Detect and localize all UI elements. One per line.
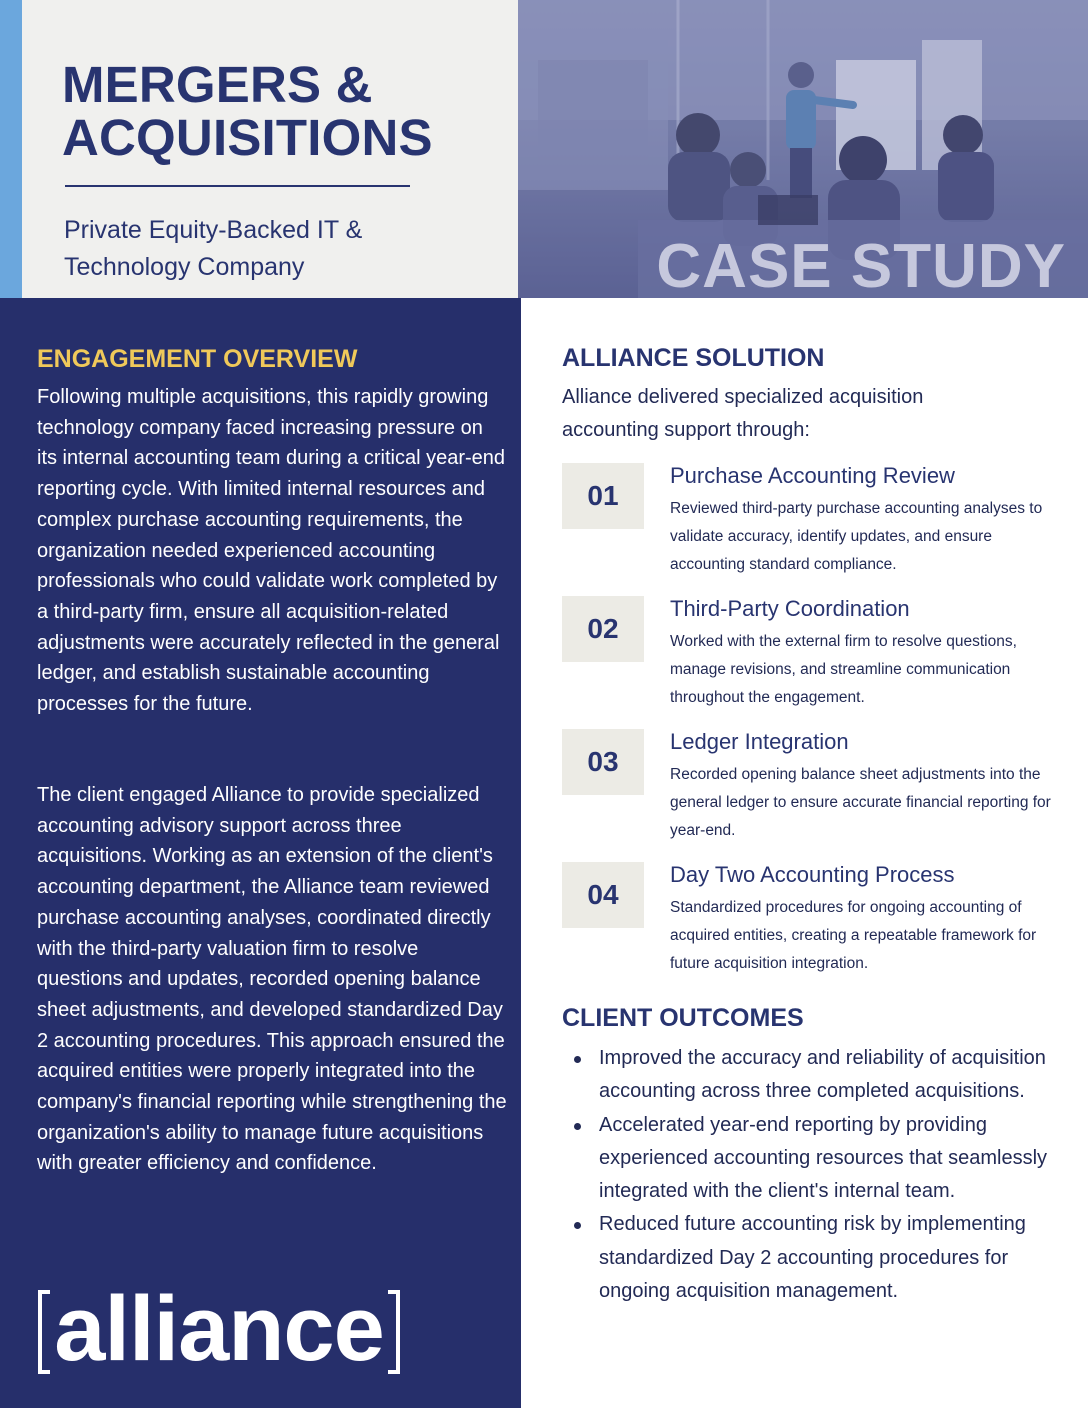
case-study-label: CASE STUDY	[656, 232, 1066, 298]
step-number: 04	[562, 862, 644, 928]
list-item	[574, 1042, 1064, 1109]
outcome-text: Accelerated year-end reporting by providing experienced accounting resources that seamlessly integrated with the client's internal team.	[599, 1113, 1048, 1203]
step-description: Standardized procedures for ongoing accounting of acquired entities, creating a repeatable framework for future acquisition integration.	[670, 899, 1037, 972]
hero-photo	[518, 0, 1088, 298]
step-number: 01	[562, 463, 644, 529]
overview-paragraph-2: The client engaged Alliance to provide specialized accounting advisory support across three acquisitions. Working as an extension of the client's accounting department, the Alliance team reviewed purchase accounting analyses, coordinated directly with the third-party valuation firm to resolve questions and updates, recorded opening balance sheet adjustments, and developed standardized Day 2 accounting procedures. This approach ensured the acquired entities were properly integrated into the company's financial reporting while strengthening the organization's ability to manage future acquisitions with greater efficiency and confidence.	[37, 784, 507, 1175]
bullet-icon	[574, 1222, 581, 1229]
page-title: MERGERS & ACQUISITIONS	[62, 56, 433, 166]
bullet-icon	[574, 1123, 581, 1130]
title-divider	[65, 185, 410, 187]
step-description: Recorded opening balance sheet adjustments into the general ledger to ensure accurate financial reporting for year-end.	[670, 766, 1051, 839]
step-title: Purchase Accounting Review	[670, 463, 955, 488]
step-title: Day Two Accounting Process	[670, 862, 955, 887]
solution-heading: ALLIANCE SOLUTION	[562, 344, 825, 372]
bullet-icon	[574, 1056, 581, 1063]
outcomes-heading: CLIENT OUTCOMES	[562, 1004, 804, 1032]
outcome-text: Reduced future accounting risk by implementing standardized Day 2 accounting procedures for ongoing acquisition management.	[599, 1213, 1026, 1303]
overview-paragraph-1: Following multiple acquisitions, this rapidly growing technology company faced increasing pressure on its internal accounting team during a critical year-end reporting cycle. With limited internal resources and complex purchase accounting requirements, the organization needed experienced accounting professionals who could validate work completed by a third-party firm, ensure all acquisition-related adjustments were accurately reflected in the general ledger, and establish sustainable accounting processes for the future.	[37, 386, 506, 716]
solution-intro: Alliance delivered specialized acquisition accounting support through:	[562, 386, 924, 441]
page-subtitle: Private Equity-Backed IT & Technology Company	[64, 216, 363, 281]
overview-heading: ENGAGEMENT OVERVIEW	[37, 345, 358, 373]
list-item	[574, 1109, 1064, 1209]
svg-text:alliance: alliance	[54, 1278, 384, 1374]
step-number: 02	[562, 596, 644, 662]
list-item	[574, 1208, 1064, 1308]
alliance-logo	[36, 1262, 406, 1374]
outcomes-list	[574, 1042, 1064, 1308]
step-description: Worked with the external firm to resolve questions, manage revisions, and streamline communication throughout the engagement.	[670, 633, 1017, 706]
outcome-text: Improved the accuracy and reliability of acquisition accounting across three completed acquisitions.	[599, 1047, 1046, 1103]
accent-bar	[0, 0, 22, 298]
step-description: Reviewed third-party purchase accounting analyses to validate accuracy, identify updates, and ensure accounting standard compliance.	[670, 500, 1043, 573]
step-title: Ledger Integration	[670, 729, 849, 754]
step-title: Third-Party Coordination	[670, 596, 910, 621]
step-number: 03	[562, 729, 644, 795]
